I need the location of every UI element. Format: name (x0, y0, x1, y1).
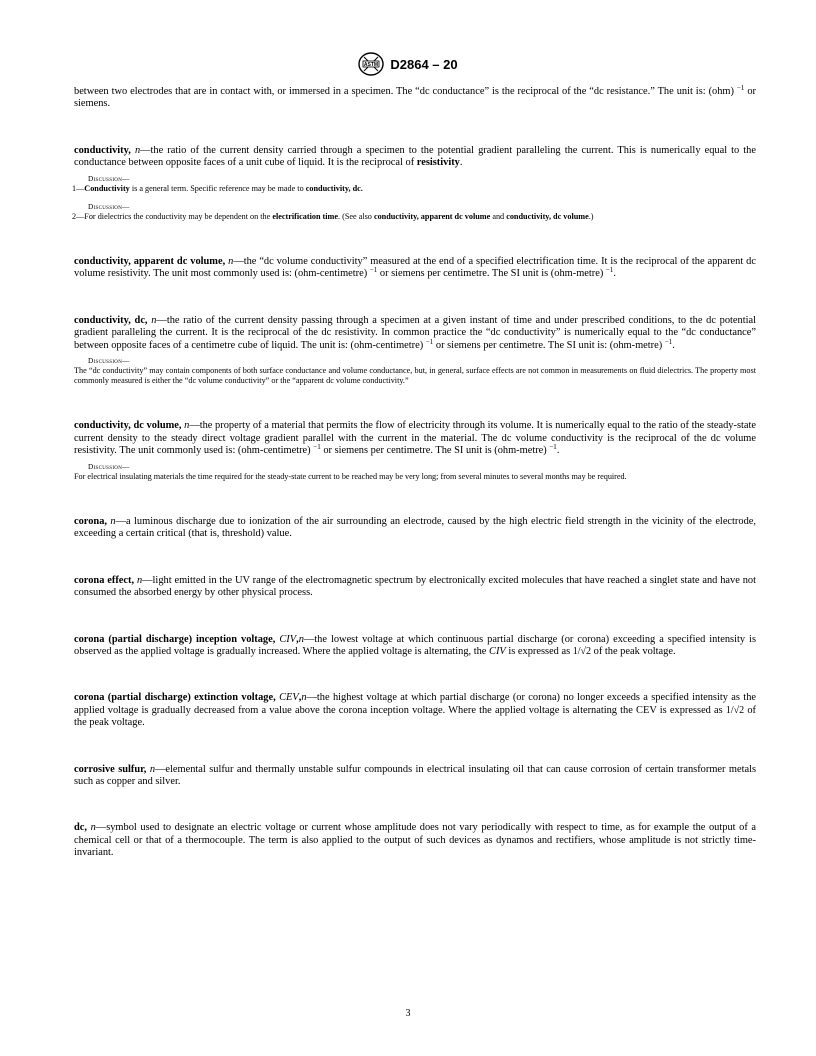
astm-logo-icon (358, 52, 384, 76)
discussion-label: Discussion— (88, 461, 130, 471)
svg-text:ASTM: ASTM (364, 62, 379, 68)
entry-conductivity-dc-volume: conductivity, dc volume, n—the property of a material that permits the flow of electricity through its volume. It is numerically equal to the ratio of the steady-state current density to the steady direct voltage gradient parallel with the current in the material. The dc volume conductivity is the reciprocal of the dc volume resistivity. The unit commonly used is: (ohm-centimetre) $^{-1}$ or siemens per centimetre. The SI unit is (ohm-metre) $^{-1}$. Discussion— For electrical insulating materials the time required for the steady-state current to be reached may be very long; from several minutes to several months may be required. (74, 420, 756, 481)
term: conductivity, (74, 144, 131, 156)
entry-corona-inception-voltage: corona (partial discharge) inception voltage, CIV,n—the lowest voltage at which continuous partial discharge (or corona) exceeding a specified intensity is observed as the applied voltage is gradually increased. Where the applied voltage is alternating, the CIV is expressed as 1/√2 of the peak voltage. (74, 633, 756, 657)
entry-conductivity-dc: conductivity, dc, n—the ratio of the current density passing through a specimen at a given instant of time and under prescribed conditions, to the dc potential gradient paralleling the current. It is the reciprocal of the dc resistivity. In common practice the “dc conductivity” is numerically equal to the “dc conductance” between opposite faces of a centimetre cube of liquid. The unit is: (ohm-centimetre) $^{-1}$ or siemens per centimetre. The SI unit is: (ohm-metre) $^{-1}$. Discussion— The “dc conductivity” may contain components of both surface conductance and volume conductance, but, in general, surface effects are not common in measurements on fluid dielectrics. The property most commonly measured is either the “dc volume conductivity” or the “apparent dc volume conductivity.” (74, 314, 756, 386)
entry-conductivity-apparent-dc-volume: conductivity, apparent dc volume, n—the “dc volume conductivity” measured at the end of a specified electrification time. It is the reciprocal of the apparent dc volume resistivity. The unit most commonly used is: (ohm-centimetre) $^{-1}$ or siemens per centimetre. The SI unit is (ohm-metre) $^{-1}$. (74, 256, 756, 280)
discussion-text: 2—For dielectrics the conductivity may be dependent on the electrification time. (See also conductivity, apparent dc volume and conductivity, dc volume.) (72, 211, 594, 221)
discussion-text: 1—Conductivity is a general term. Specific reference may be made to conductivity, dc. (72, 183, 363, 193)
discussion-label: Discussion— (88, 201, 130, 211)
discussion-label: Discussion— (88, 356, 130, 366)
document-id: D2864 – 20 (390, 56, 458, 72)
page-header (0, 52, 816, 81)
fraction: 1/√2 (725, 704, 745, 716)
document-body (74, 86, 756, 860)
entry-corrosive-sulfur: corrosive sulfur, n—elemental sulfur and thermally unstable sulfur compounds in electrical insulating oil that can cause corrosion of certain transformer metals such as copper and silver. (74, 763, 757, 787)
entry-corona-extinction-voltage: corona (partial discharge) extinction voltage, CEV,n—the highest voltage at which partial discharge (or corona) no longer exceeds a specified intensity as the applied voltage is gradually decreased from a value above the corona inception voltage. Where the applied voltage is alternating the CEV is expressed as 1/√2 of the peak voltage. (74, 692, 756, 729)
fraction: 1/√2 (572, 645, 592, 657)
entry-conductivity: conductivity, n—the ratio of the current density carried through a specimen to the potential gradient paralleling the current. This is numerically equal to the conductance between opposite faces of a unit cube of liquid. It is the reciprocal of resistivity. Discussion— 1—Conductivity is a general term. Specific reference may be made to conductivity, dc. Discussion— 2—For dielectrics the conductivity may be dependent on the electrification time. (See also conductivity, apparent dc volume and conductivity, dc volume.) (72, 144, 756, 221)
entry-corona-effect: corona effect, n—light emitted in the UV range of the electromagnetic spectrum by electronically excited molecules that have reached a singlet state and have not consumed the absorbed energy by other physical process. (74, 574, 756, 599)
page-number: 3 (405, 1008, 411, 1019)
discussion-text: The “dc conductivity” may contain components of both surface conductance and volume conductance, but, in general, surface effects are not common in measurements on fluid dielectrics. The property most commonly measured is either the “dc volume conductivity” or the “apparent dc volume conductivity.” (74, 366, 756, 386)
entry-corona: corona, n—a luminous discharge due to ionization of the air surrounding an electrode, caused by the high electric field strength in the vicinity of the electrode, exceeding a certain critical (that is, threshold) value. (74, 515, 756, 540)
entry-dc: dc, n—symbol used to designate an electric voltage or current whose amplitude does not vary periodically with respect to time, as for example the output of a chemical cell or that of a thermocouple. The term is also applied to the output of such devices as dynamos and rectifiers, whose amplitude is not strictly time-invariant. (74, 822, 756, 859)
intro-paragraph: between two electrodes that are in contact with, or immersed in a specimen. The “dc conductance” is the reciprocal of the “dc resistance.” The unit is: (ohm) $^{-1}$ or siemens. (74, 84, 756, 110)
discussion-label: Discussion— (88, 173, 130, 183)
discussion-text: For electrical insulating materials the time required for the steady-state current to be reached may be very long; from several minutes to several months may be required. (74, 471, 627, 481)
